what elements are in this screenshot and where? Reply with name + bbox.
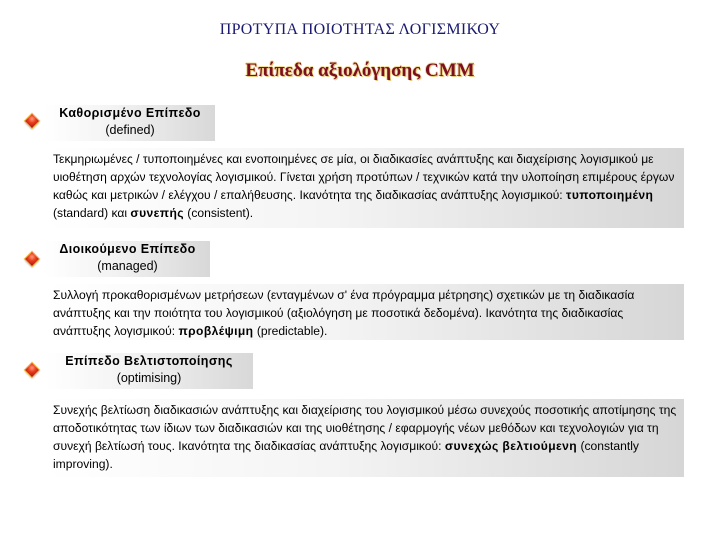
capability-term: συνεπής [130,206,184,220]
description-text: Τεκμηριωμένες / τυποποιημένες και ενοποιημένες σε μία, οι διαδικασίες ανάπτυξης και διαχείρισης λογισμικού με υιοθέτηση αρχών τεχνολογίας λογισμικού. Γίνεται χρήση προτύπων / τεχνικών κατά την υλοποίηση επιμέρους έργων καθώς και μετρικών / ελέγχου / επαλήθευσης. Ικανότητα της διαδικασίας ανάπτυξης λογισμικού: [53,152,675,202]
level-description-defined [45,148,684,228]
level-name: Διοικούμενο Επίπεδο [59,242,196,256]
description-text: Συλλογή προκαθορισμένων μετρήσεων (ενταγμένων σ' ένα πρόγραμμα μέτρησης) σχετικών με τη διαδικασία ανάπτυξης και την ποιότητα του λογισμικού (αξιολόγηση με ποσοτικά δεδομένα). Ικανότητα της διαδικασίας ανάπτυξης λογισμικού: [53,288,635,338]
capability-term-english: (constantly improving). [53,439,639,471]
capability-term-english: (predictable). [253,324,328,338]
level-description-optimising [45,399,684,477]
capability-term: τυποποιημένη [566,188,654,202]
capability-term: προβλέψιμη [178,324,254,338]
capability-term-english: (standard) και [53,206,131,220]
level-heading-defined [45,105,215,141]
level-name-english: (optimising) [116,371,182,385]
level-name-english: (defined) [105,123,155,137]
level-name-english: (managed) [97,259,158,273]
page-title: ΠΡΟΤΥΠΑ ΠΟΙΟΤΗΤΑΣ ΛΟΓΙΣΜΙΚΟΥ [219,21,501,38]
cmm-levels-subtitle: Επίπεδα αξιολόγησης CMM [245,60,475,81]
level-description-managed [45,284,684,340]
level-name: Καθορισμένο Επίπεδο [59,106,201,120]
capability-term-english: (consistent). [183,206,254,220]
description-text: Συνεχής βελτίωση διαδικασιών ανάπτυξης και διαχείρισης του λογισμικού μέσω συνεχούς ποσοτικής αποτίμησης της αποδοτικότητας των ίδιων των διαδικασιών και της υιοθέτησης / εφαρμογής νέων μεθόδων και τεχνολογιών για τη συνεχή βελτίωσή τους. Ικανότητα της διαδικασίας ανάπτυξης λογισμικού: [53,403,677,453]
level-heading-optimising [45,353,253,389]
capability-term: συνεχώς βελτιούμενη [444,439,578,453]
level-heading-managed [45,241,210,277]
red-diamond-bullet-icon [25,114,39,128]
red-diamond-bullet-icon [25,363,39,377]
red-diamond-bullet-icon [25,252,39,266]
level-name: Επίπεδο Βελτιστοποίησης [65,354,233,368]
